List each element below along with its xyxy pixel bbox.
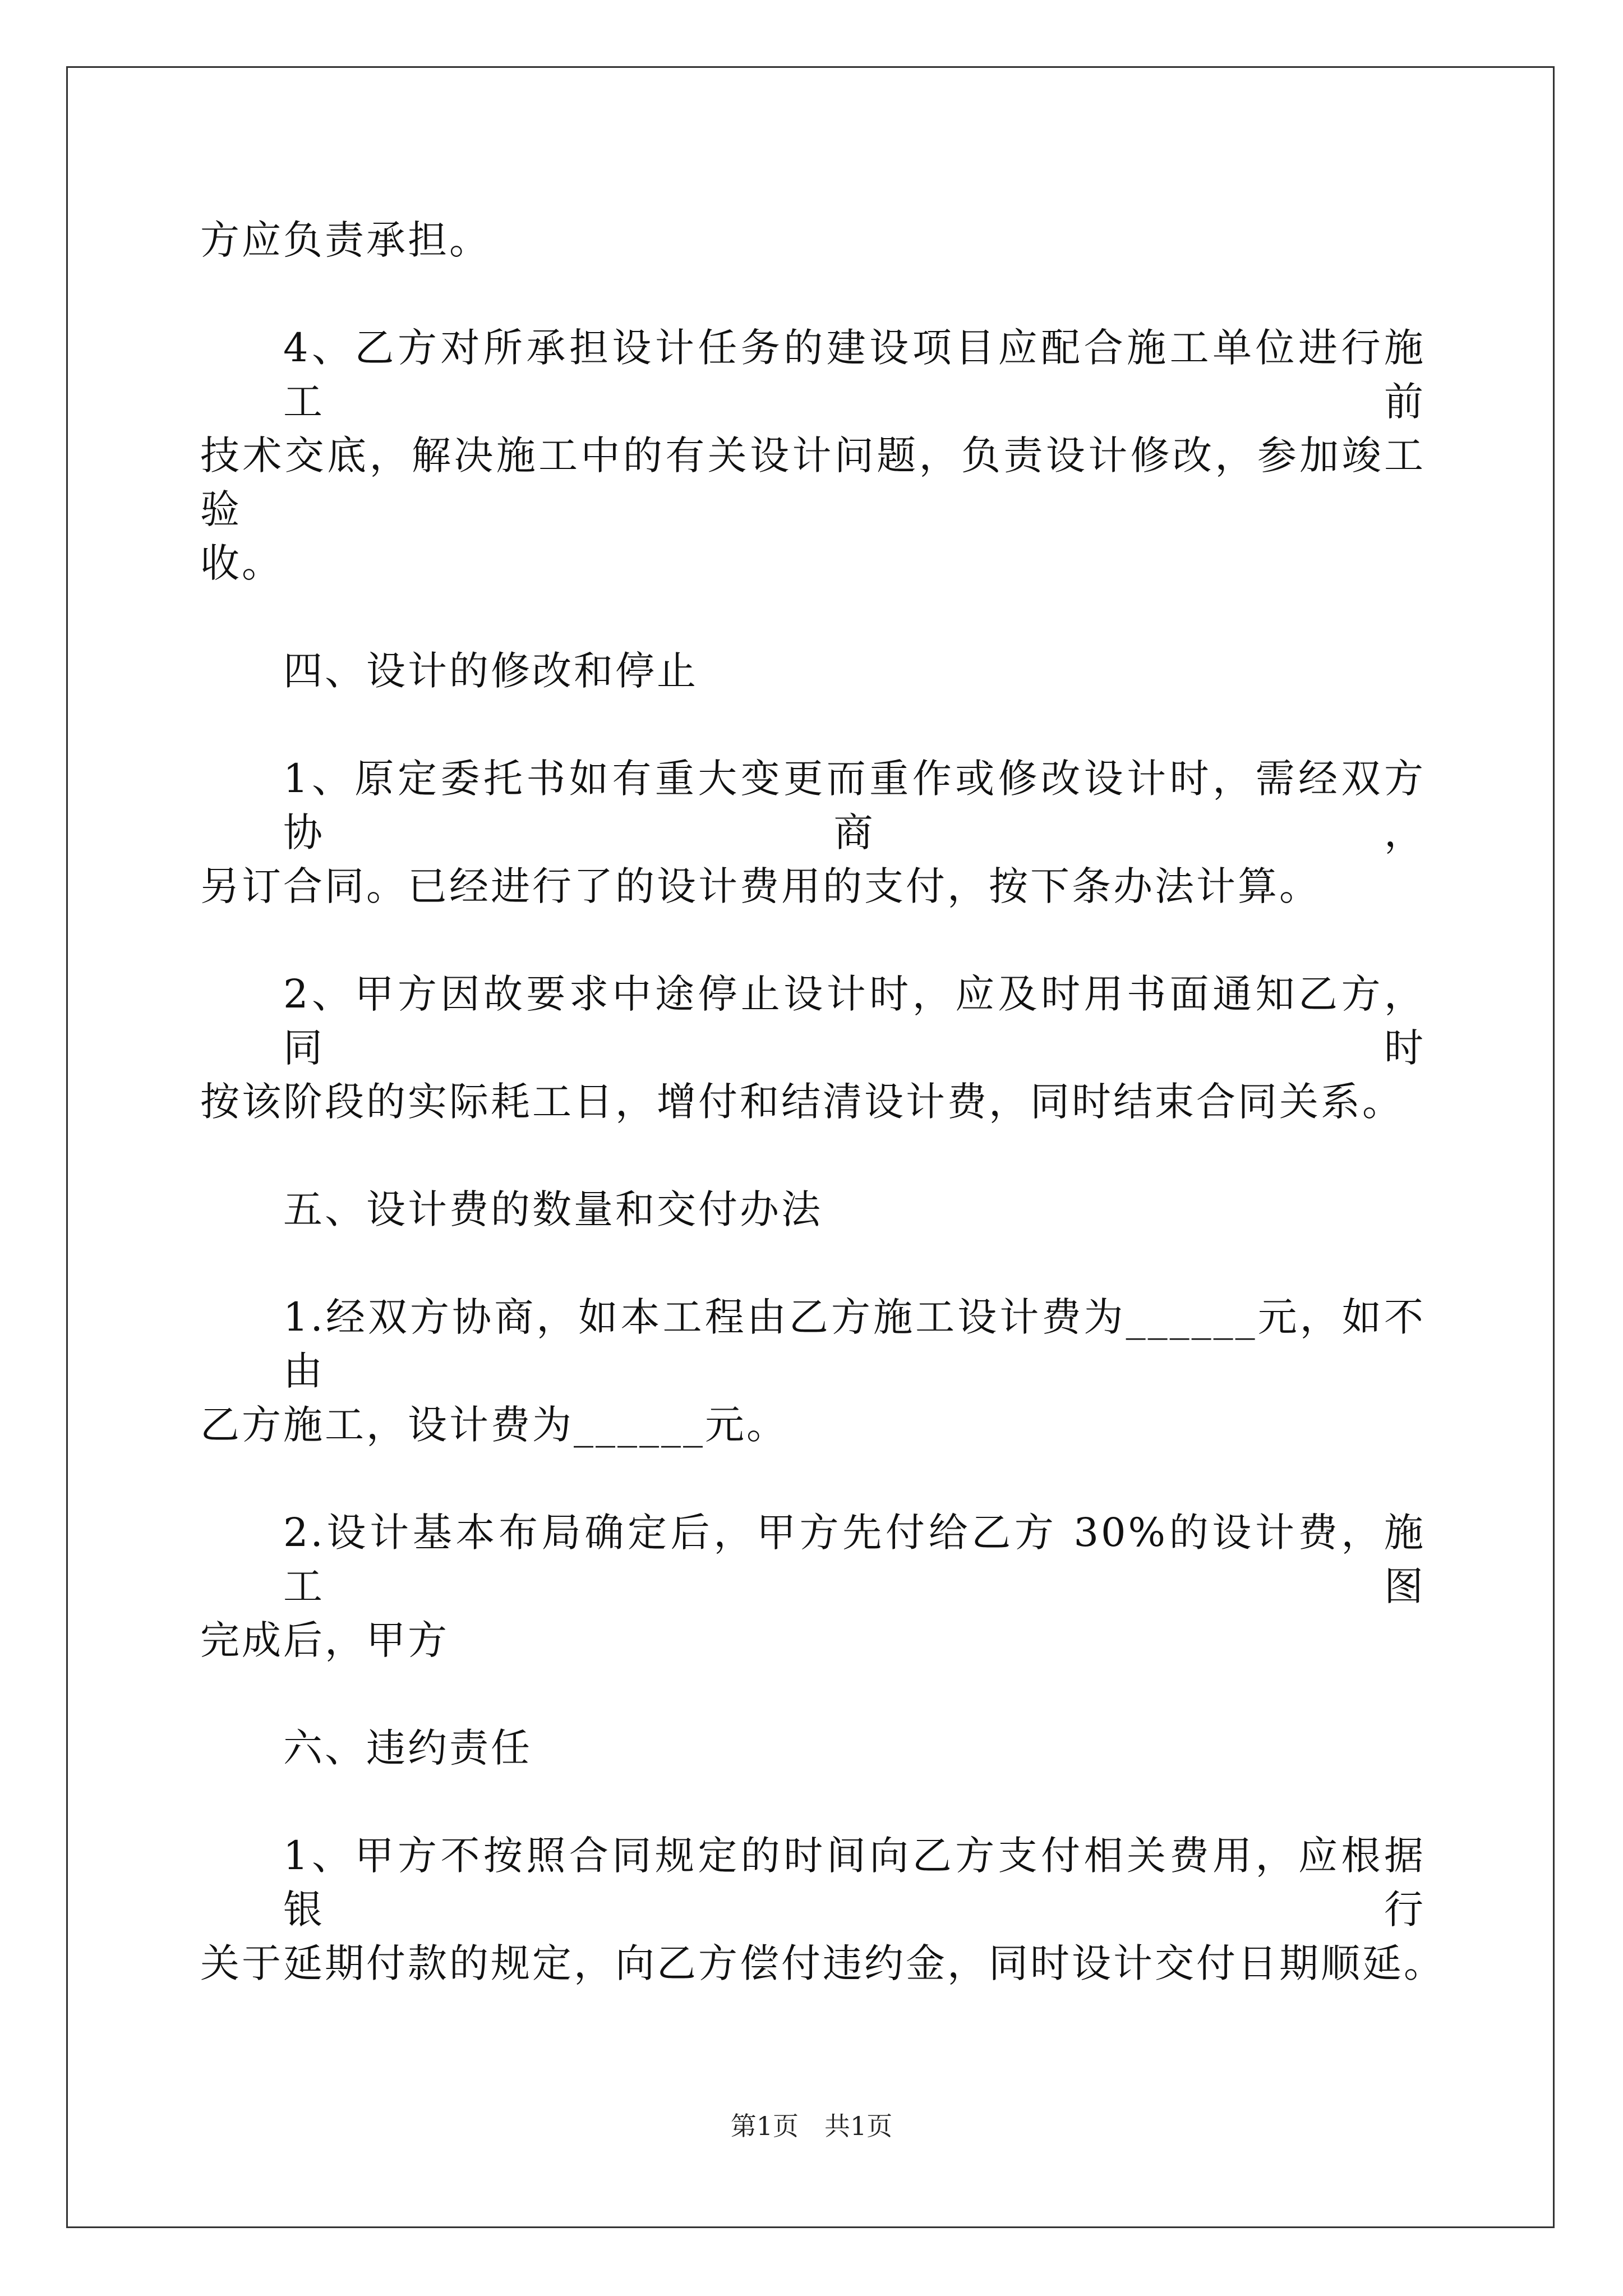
paragraph-line: 完成后，甲方: [200, 1617, 449, 1663]
page-footer: 第1页 共1页: [730, 2111, 893, 2141]
paragraph-line: 1、甲方不按照合同规定的时间向乙方支付相关费用，应根据银行: [283, 1833, 1426, 1932]
paragraph-line: 2、甲方因故要求中途停止设计时，应及时用书面通知乙方，同时: [283, 971, 1426, 1071]
paragraph-line: 按该阶段的实际耗工日，增付和结清设计费，同时结束合同关系。: [200, 1079, 1404, 1125]
paragraph-line: 1.经双方协商，如本工程由乙方施工设计费为______元，如不由: [283, 1294, 1426, 1394]
paragraph-line: 技术交底，解决施工中的有关设计问题，负责设计修改，参加竣工验: [200, 432, 1426, 532]
paragraph-line: 乙方施工，设计费为______元。: [200, 1402, 788, 1448]
paragraph-line: 1、原定委托书如有重大变更而重作或修改设计时，需经双方协商，: [283, 756, 1426, 855]
paragraph-line: 关于延期付款的规定，向乙方偿付违约金，同时设计交付日期顺延。: [200, 1940, 1445, 1986]
paragraph-line: 收。: [200, 540, 283, 586]
section-heading: 四、设计的修改和停止: [283, 648, 698, 694]
paragraph-line: 4、乙方对所承担设计任务的建设项目应配合施工单位进行施工前: [283, 325, 1426, 425]
paragraph-line: 另订合同。已经进行了的设计费用的支付，按下条办法计算。: [200, 863, 1321, 909]
section-heading: 五、设计费的数量和交付办法: [283, 1186, 823, 1232]
paragraph-line: 方应负责承担。: [200, 217, 491, 263]
paragraph-line: 2.设计基本布局确定后，甲方先付给乙方 30%的设计费，施工图: [283, 1510, 1426, 1609]
section-heading: 六、违约责任: [283, 1725, 532, 1771]
